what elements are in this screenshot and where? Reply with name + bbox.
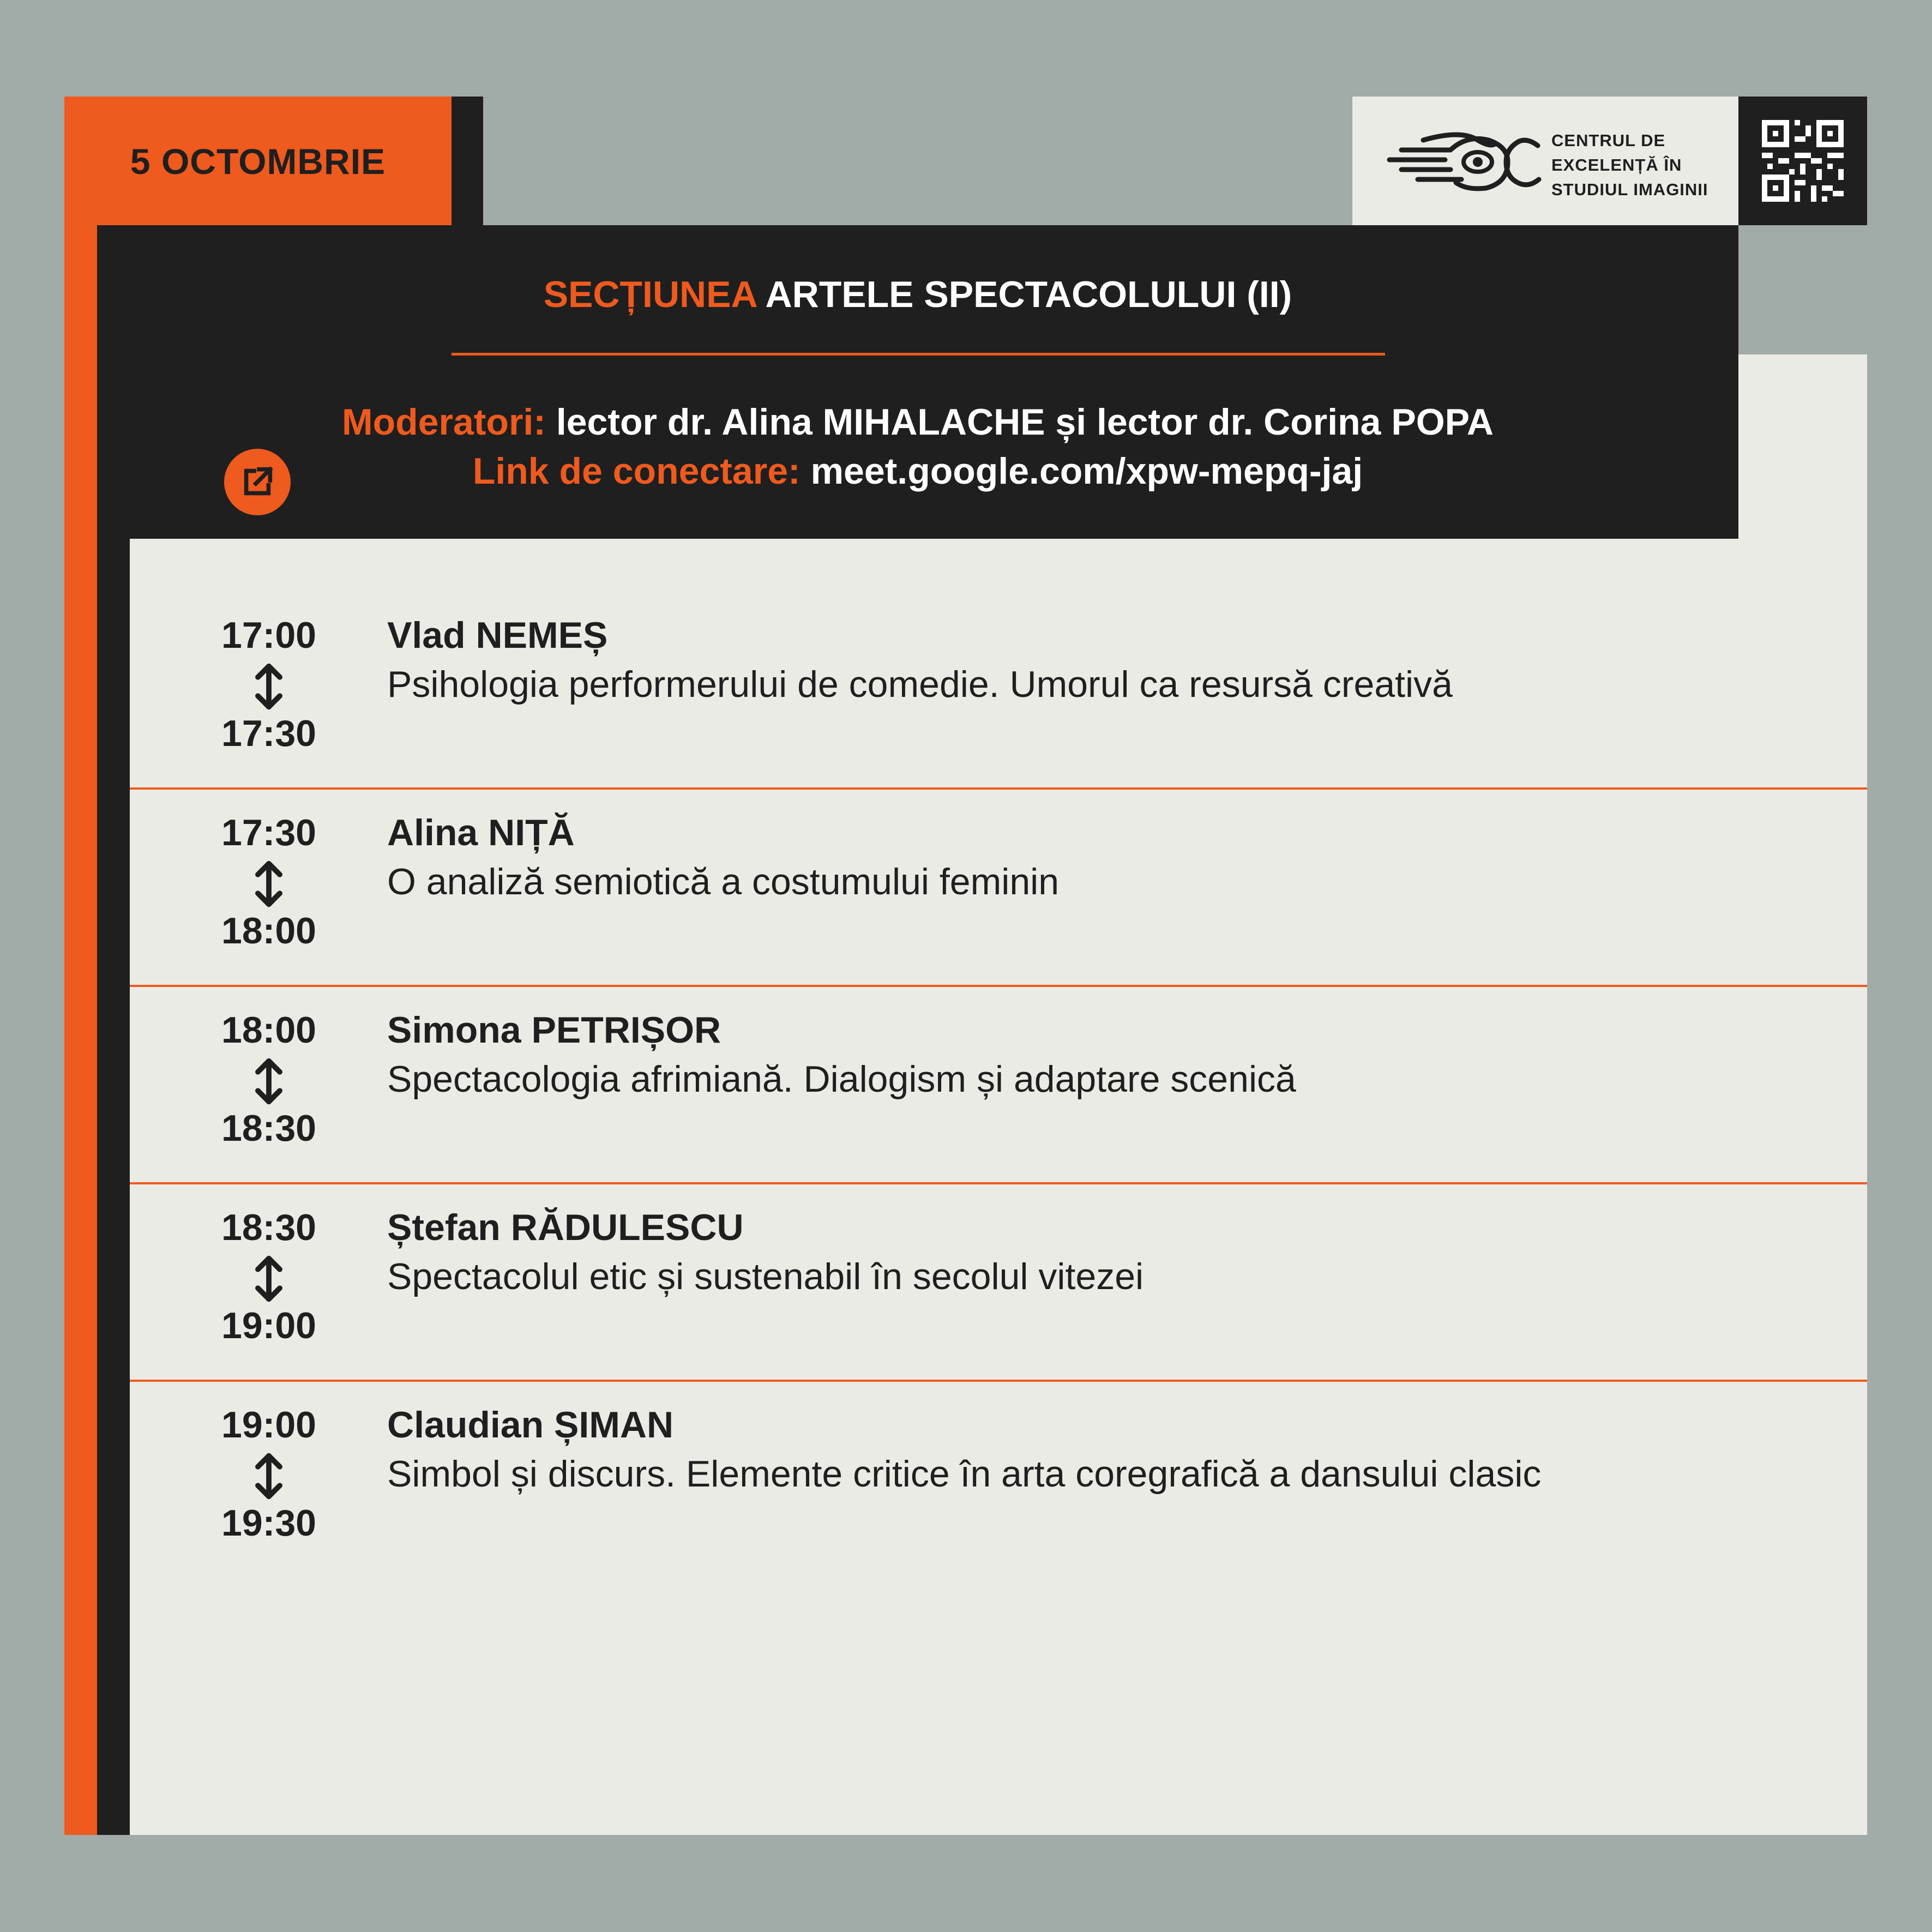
date-tab	[64, 97, 452, 226]
logo-line-1: CENTRUL DE	[1551, 131, 1666, 150]
talk-title: Spectacologia afrimiană. Dialogism și adaptare scenică	[387, 1058, 1296, 1100]
moderators-label: Moderatori:	[341, 401, 546, 443]
up-down-arrow-icon	[249, 1255, 288, 1302]
schedule-row	[130, 736, 1867, 952]
end-time: 18:00	[221, 910, 316, 952]
qr-code[interactable]	[1738, 97, 1867, 225]
talk-title: Spectacolul etic și sustenabil în secolul vitezei	[387, 1256, 1144, 1297]
speaker-name: Simona PETRIȘOR	[387, 1009, 721, 1051]
moderators-line	[97, 401, 1738, 443]
session-header	[97, 225, 1738, 539]
meeting-link[interactable]: meet.google.com/xpw-mepq-jaj	[810, 450, 1363, 492]
qr-code-icon	[1762, 120, 1844, 202]
section-title	[97, 273, 1738, 316]
logo-line-3: STUDIUL IMAGINII	[1551, 180, 1708, 199]
section-name: ARTELE SPECTACOLULUI (II)	[765, 274, 1292, 315]
external-link-icon	[238, 463, 276, 501]
up-down-arrow-icon	[249, 1058, 288, 1105]
end-time: 18:30	[221, 1108, 316, 1149]
end-time: 19:00	[221, 1305, 316, 1346]
up-down-arrow-icon	[249, 663, 288, 710]
talk-title: Simbol și discurs. Elemente critice în arta coregrafică a dansului clasic	[387, 1453, 1542, 1495]
meeting-link-line	[97, 450, 1738, 492]
section-label: SECȚIUNEA	[543, 274, 757, 315]
start-time: 17:30	[221, 812, 316, 853]
date-tab-shadow	[452, 97, 483, 226]
institution-logo	[1352, 97, 1740, 225]
logo-line-2: EXCELENȚĂ ÎN	[1551, 155, 1682, 174]
start-time: 17:00	[221, 615, 316, 656]
moderators-value: lector dr. Alina MIHALACHE și lector dr. Corina POPA	[556, 401, 1494, 443]
schedule-row	[130, 1328, 1867, 1544]
up-down-arrow-icon	[249, 1453, 288, 1500]
logo-text	[1551, 128, 1708, 202]
external-link-button[interactable]	[224, 449, 291, 515]
schedule-row	[130, 934, 1867, 1149]
start-time: 19:00	[221, 1404, 316, 1446]
up-down-arrow-icon	[249, 860, 288, 907]
schedule-row	[130, 1131, 1867, 1346]
start-time: 18:00	[221, 1009, 316, 1051]
header-divider	[452, 353, 1385, 356]
speaker-name: Alina NIȚĂ	[387, 812, 575, 853]
speaker-name: Ștefan RĂDULESCU	[387, 1207, 744, 1248]
end-time: 19:30	[221, 1502, 316, 1544]
talk-title: O analiză semiotică a costumului feminin	[387, 861, 1060, 902]
hand-eye-logo-icon	[1385, 118, 1543, 206]
orange-side-strip	[64, 97, 97, 1835]
talk-title: Psihologia performerului de comedie. Umorul ca resursă creativă	[387, 664, 1453, 705]
meeting-link-label: Link de conectare:	[472, 450, 801, 492]
speaker-name: Claudian ȘIMAN	[387, 1404, 674, 1446]
start-time: 18:30	[221, 1207, 316, 1248]
date-label: 5 OCTOMBRIE	[130, 141, 386, 182]
end-time: 17:30	[221, 713, 316, 754]
speaker-name: Vlad NEMEȘ	[387, 615, 608, 656]
schedule-row	[130, 539, 1867, 754]
